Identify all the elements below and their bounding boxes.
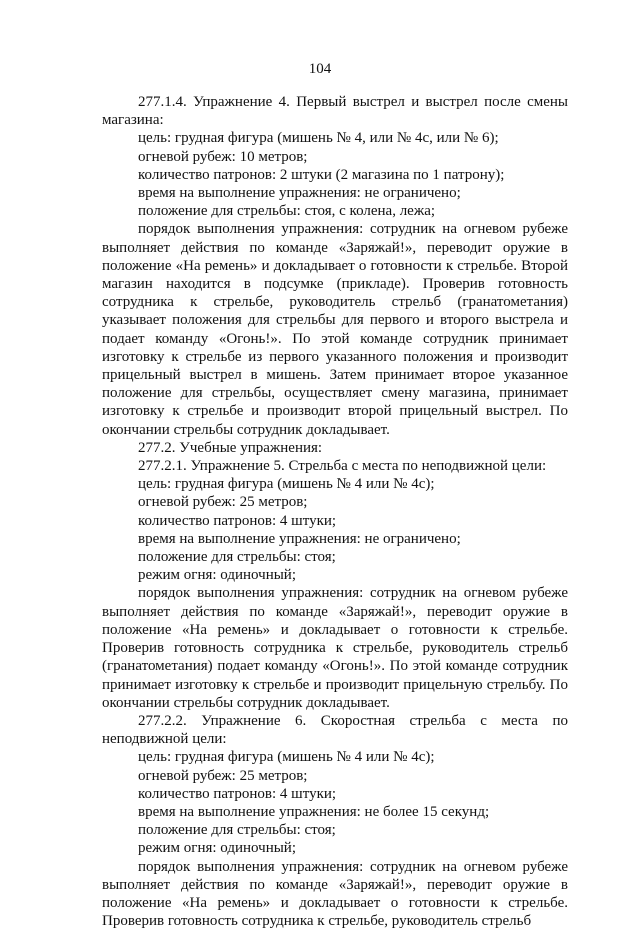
document-body xyxy=(102,93,568,930)
exercise-5-procedure: порядок выполнения упражнения: сотрудник на огневом рубеже выполняет действия по команде «Заряжай!», переводит оружие в положение «На ремень» и докладывает о готовности к стрельбе. Проверив готовность сотрудника к стрельбе, руководитель стрельб (гранатометания) подает команду «Огонь!». По этой команде сотрудник принимает изготовку к стрельбе и производит прицельную стрельбу. По окончании стрельбы сотрудник докладывает. xyxy=(102,585,568,711)
exercise-5-position: положение для стрельбы: стоя; xyxy=(138,549,336,566)
exercise-5-time: время на выполнение упражнения: не ограничено; xyxy=(138,530,461,547)
exercise-6-heading: 277.2.2. Упражнение 6. Скоростная стрельба с места по неподвижной цели: xyxy=(102,712,568,748)
exercise-4-procedure: порядок выполнения упражнения: сотрудник на огневом рубеже выполняет действия по команде «Заряжай!», переводит оружие в положение «На ремень» и докладывает о готовности к стрельбе. Второй магазин находится в подсумке (прикладе). Проверив готовность сотрудника к стрельбе, руководитель стрельб (гранатометания) указывает положения для стрельбы для первого и второго выстрела и подает команду «Огонь!». По этой команде сотрудник принимает изготовку к стрельбе из первого указанного положения и производит прицельный выстрел в мишень. Затем принимает второе указанное положение для стрельбы, осуществляет смену магазина, принимает изготовку к стрельбе и производит второй прицельный выстрел. По окончании стрельбы сотрудник докладывает. xyxy=(102,221,568,438)
exercise-5-firing-line: огневой рубеж: 25 метров; xyxy=(138,494,308,511)
page-number: 104 xyxy=(308,61,332,77)
exercise-4-firing-line: огневой рубеж: 10 метров; xyxy=(138,148,308,165)
exercise-4-position: положение для стрельбы: стоя, с колена, лежа; xyxy=(138,203,436,220)
exercise-6-target: цель: грудная фигура (мишень № 4 или № 4с); xyxy=(138,749,435,766)
exercise-4-target: цель: грудная фигура (мишень № 4, или № 4с, или № 6); xyxy=(138,130,499,147)
exercise-6-procedure: порядок выполнения упражнения: сотрудник на огневом рубеже выполняет действия по команде «Заряжай!», переводит оружие в положение «На ремень» и докладывает о готовности к стрельбе. Проверив готовность сотрудника к стрельбе, руководитель стрельб xyxy=(102,858,568,930)
exercise-6-fire-mode: режим огня: одиночный; xyxy=(138,840,296,857)
training-exercises-heading: 277.2. Учебные упражнения: xyxy=(138,439,323,456)
exercise-6-time: время на выполнение упражнения: не более 15 секунд; xyxy=(138,803,490,820)
exercise-6-position: положение для стрельбы: стоя; xyxy=(138,822,336,839)
exercise-4-cartridges: количество патронов: 2 штуки (2 магазина по 1 патрону); xyxy=(138,166,505,183)
exercise-4-time: время на выполнение упражнения: не ограничено; xyxy=(138,185,461,202)
exercise-6-cartridges: количество патронов: 4 штуки; xyxy=(138,785,337,802)
exercise-4-heading: 277.1.4. Упражнение 4. Первый выстрел и выстрел после смены магазина: xyxy=(102,94,568,129)
exercise-5-target: цель: грудная фигура (мишень № 4 или № 4с); xyxy=(138,476,435,493)
exercise-5-heading: 277.2.1. Упражнение 5. Стрельба с места по неподвижной цели: xyxy=(138,458,547,475)
exercise-5-cartridges: количество патронов: 4 штуки; xyxy=(138,512,337,529)
exercise-5-fire-mode: режим огня: одиночный; xyxy=(138,567,296,584)
exercise-6-firing-line: огневой рубеж: 25 метров; xyxy=(138,767,308,784)
